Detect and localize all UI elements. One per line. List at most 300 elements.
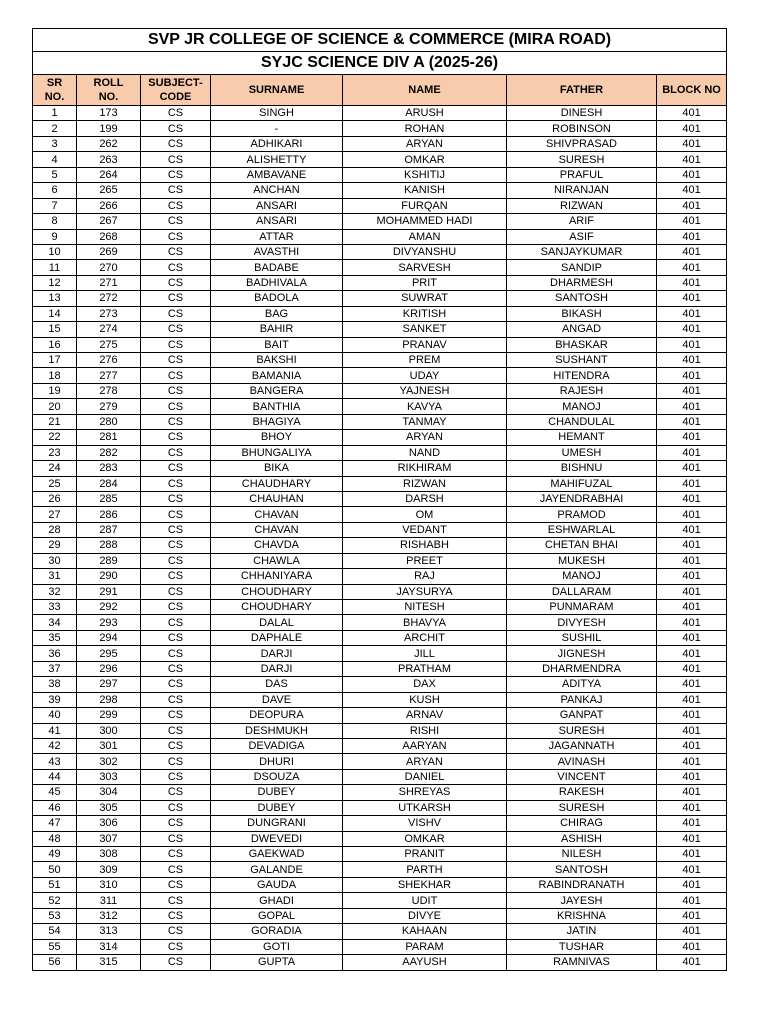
name-cell: YAJNESH xyxy=(343,383,507,398)
table-row xyxy=(33,692,727,707)
surname-cell: AMBAVANE xyxy=(211,167,343,182)
father-cell: ADITYA xyxy=(507,677,657,692)
surname-cell: BADHIVALA xyxy=(211,275,343,290)
roll-no-cell: 290 xyxy=(77,569,141,584)
roll-no-cell: 285 xyxy=(77,491,141,506)
roll-no-cell: 288 xyxy=(77,538,141,553)
subject-code-cell: CS xyxy=(141,754,211,769)
table-row xyxy=(33,198,727,213)
sr-no-cell: 5 xyxy=(33,167,77,182)
roll-no-cell: 281 xyxy=(77,430,141,445)
surname-cell: CHAWLA xyxy=(211,553,343,568)
father-cell: RABINDRANATH xyxy=(507,877,657,892)
subject-code-cell: CS xyxy=(141,785,211,800)
father-cell: CHIRAG xyxy=(507,816,657,831)
sr-no-cell: 15 xyxy=(33,322,77,337)
surname-cell: DAVE xyxy=(211,692,343,707)
subject-code-cell: CS xyxy=(141,260,211,275)
surname-cell: CHHANIYARA xyxy=(211,569,343,584)
name-cell: SARVESH xyxy=(343,260,507,275)
block-no-cell: 401 xyxy=(657,306,727,321)
father-cell: CHANDULAL xyxy=(507,414,657,429)
sr-no-cell: 3 xyxy=(33,136,77,151)
table-row xyxy=(33,244,727,259)
surname-cell: GORADIA xyxy=(211,924,343,939)
surname-cell: GOPAL xyxy=(211,908,343,923)
block-no-cell: 401 xyxy=(657,414,727,429)
roll-no-cell: 271 xyxy=(77,275,141,290)
name-cell: DARSH xyxy=(343,491,507,506)
roll-no-cell: 269 xyxy=(77,244,141,259)
surname-cell: ANCHAN xyxy=(211,183,343,198)
father-cell: GANPAT xyxy=(507,708,657,723)
subject-code-cell: CS xyxy=(141,445,211,460)
block-no-cell: 401 xyxy=(657,600,727,615)
table-row xyxy=(33,306,727,321)
name-cell: ARUSH xyxy=(343,106,507,121)
surname-cell: DARJI xyxy=(211,661,343,676)
block-no-cell: 401 xyxy=(657,754,727,769)
block-no-cell: 401 xyxy=(657,445,727,460)
surname-cell: BANTHIA xyxy=(211,399,343,414)
sr-no-cell: 17 xyxy=(33,353,77,368)
name-cell: AAYUSH xyxy=(343,955,507,970)
subject-code-cell: CS xyxy=(141,847,211,862)
block-no-cell: 401 xyxy=(657,893,727,908)
sr-no-cell: 39 xyxy=(33,692,77,707)
surname-cell: GUPTA xyxy=(211,955,343,970)
subject-code-cell: CS xyxy=(141,862,211,877)
name-cell: SUWRAT xyxy=(343,291,507,306)
sr-no-cell: 33 xyxy=(33,600,77,615)
block-no-cell: 401 xyxy=(657,908,727,923)
table-row xyxy=(33,167,727,182)
block-no-cell: 401 xyxy=(657,692,727,707)
surname-cell: GHADI xyxy=(211,893,343,908)
block-no-cell: 401 xyxy=(657,121,727,136)
roll-no-cell: 275 xyxy=(77,337,141,352)
surname-cell: DSOUZA xyxy=(211,769,343,784)
sr-no-cell: 28 xyxy=(33,522,77,537)
table-row xyxy=(33,877,727,892)
surname-cell: GAUDA xyxy=(211,877,343,892)
subject-code-cell: CS xyxy=(141,507,211,522)
sr-no-cell: 6 xyxy=(33,183,77,198)
surname-cell: ANSARI xyxy=(211,198,343,213)
father-cell: RAKESH xyxy=(507,785,657,800)
block-no-cell: 401 xyxy=(657,924,727,939)
table-row xyxy=(33,337,727,352)
surname-cell: DALAL xyxy=(211,615,343,630)
roll-no-cell: 296 xyxy=(77,661,141,676)
subject-code-cell: CS xyxy=(141,368,211,383)
sr-no-cell: 8 xyxy=(33,214,77,229)
name-cell: OM xyxy=(343,507,507,522)
name-cell: RISHI xyxy=(343,723,507,738)
surname-cell: DWEVEDI xyxy=(211,831,343,846)
name-cell: OMKAR xyxy=(343,831,507,846)
sr-no-cell: 13 xyxy=(33,291,77,306)
roll-no-cell: 265 xyxy=(77,183,141,198)
block-no-cell: 401 xyxy=(657,291,727,306)
block-no-cell: 401 xyxy=(657,214,727,229)
subject-code-cell: CS xyxy=(141,306,211,321)
subject-code-cell: CS xyxy=(141,383,211,398)
father-cell: DIVYESH xyxy=(507,615,657,630)
roll-no-cell: 273 xyxy=(77,306,141,321)
surname-cell: DESHMUKH xyxy=(211,723,343,738)
sr-no-cell: 54 xyxy=(33,924,77,939)
header-sr-no: SR NO. xyxy=(33,75,77,106)
roll-no-cell: 300 xyxy=(77,723,141,738)
subject-code-cell: CS xyxy=(141,708,211,723)
father-cell: BHASKAR xyxy=(507,337,657,352)
header-father: FATHER xyxy=(507,75,657,106)
subject-code-cell: CS xyxy=(141,414,211,429)
name-cell: JILL xyxy=(343,646,507,661)
father-cell: NIRANJAN xyxy=(507,183,657,198)
block-no-cell: 401 xyxy=(657,353,727,368)
sr-no-cell: 55 xyxy=(33,939,77,954)
roll-no-cell: 313 xyxy=(77,924,141,939)
roll-no-cell: 303 xyxy=(77,769,141,784)
sr-no-cell: 46 xyxy=(33,800,77,815)
subject-code-cell: CS xyxy=(141,136,211,151)
name-cell: PARTH xyxy=(343,862,507,877)
roll-no-cell: 286 xyxy=(77,507,141,522)
roll-no-cell: 173 xyxy=(77,106,141,121)
table-row xyxy=(33,430,727,445)
surname-cell: BAKSHI xyxy=(211,353,343,368)
surname-cell: GAEKWAD xyxy=(211,847,343,862)
surname-cell: CHAVAN xyxy=(211,507,343,522)
block-no-cell: 401 xyxy=(657,136,727,151)
block-no-cell: 401 xyxy=(657,430,727,445)
name-cell: UDAY xyxy=(343,368,507,383)
father-cell: ESHWARLAL xyxy=(507,522,657,537)
table-row xyxy=(33,353,727,368)
block-no-cell: 401 xyxy=(657,569,727,584)
sr-no-cell: 26 xyxy=(33,491,77,506)
subject-code-cell: CS xyxy=(141,491,211,506)
name-cell: ARNAV xyxy=(343,708,507,723)
subject-code-cell: CS xyxy=(141,553,211,568)
sr-no-cell: 9 xyxy=(33,229,77,244)
roll-no-cell: 310 xyxy=(77,877,141,892)
subject-code-cell: CS xyxy=(141,106,211,121)
father-cell: SHIVPRASAD xyxy=(507,136,657,151)
father-cell: HITENDRA xyxy=(507,368,657,383)
surname-cell: CHOUDHARY xyxy=(211,584,343,599)
sr-no-cell: 35 xyxy=(33,630,77,645)
surname-cell: BHAGIYA xyxy=(211,414,343,429)
subject-code-cell: CS xyxy=(141,291,211,306)
name-cell: ROHAN xyxy=(343,121,507,136)
surname-cell: ATTAR xyxy=(211,229,343,244)
block-no-cell: 401 xyxy=(657,260,727,275)
sr-no-cell: 2 xyxy=(33,121,77,136)
subject-code-cell: CS xyxy=(141,600,211,615)
surname-cell: BIKA xyxy=(211,461,343,476)
sr-no-cell: 4 xyxy=(33,152,77,167)
father-cell: JIGNESH xyxy=(507,646,657,661)
subject-code-cell: CS xyxy=(141,692,211,707)
roll-no-cell: 268 xyxy=(77,229,141,244)
subject-code-cell: CS xyxy=(141,584,211,599)
surname-cell: GOTI xyxy=(211,939,343,954)
block-no-cell: 401 xyxy=(657,167,727,182)
subject-code-cell: CS xyxy=(141,198,211,213)
table-row xyxy=(33,553,727,568)
surname-cell: CHAVDA xyxy=(211,538,343,553)
table-row xyxy=(33,445,727,460)
subject-code-cell: CS xyxy=(141,908,211,923)
father-cell: VINCENT xyxy=(507,769,657,784)
name-cell: RISHABH xyxy=(343,538,507,553)
sr-no-cell: 38 xyxy=(33,677,77,692)
subject-code-cell: CS xyxy=(141,816,211,831)
block-no-cell: 401 xyxy=(657,491,727,506)
sr-no-cell: 12 xyxy=(33,275,77,290)
table-row xyxy=(33,399,727,414)
surname-cell: CHAUDHARY xyxy=(211,476,343,491)
name-cell: SANKET xyxy=(343,322,507,337)
surname-cell: CHAVAN xyxy=(211,522,343,537)
sr-no-cell: 56 xyxy=(33,955,77,970)
block-no-cell: 401 xyxy=(657,383,727,398)
subject-code-cell: CS xyxy=(141,183,211,198)
sr-no-cell: 42 xyxy=(33,738,77,753)
table-row xyxy=(33,847,727,862)
surname-cell: GALANDE xyxy=(211,862,343,877)
header-roll-no: ROLL NO. xyxy=(77,75,141,106)
block-no-cell: 401 xyxy=(657,198,727,213)
table-row xyxy=(33,908,727,923)
surname-cell: BANGERA xyxy=(211,383,343,398)
name-cell: UTKARSH xyxy=(343,800,507,815)
father-cell: SUSHANT xyxy=(507,353,657,368)
father-cell: MANOJ xyxy=(507,569,657,584)
roll-no-cell: 291 xyxy=(77,584,141,599)
table-row xyxy=(33,491,727,506)
name-cell: AMAN xyxy=(343,229,507,244)
roll-no-cell: 264 xyxy=(77,167,141,182)
table-row xyxy=(33,291,727,306)
roll-no-cell: 308 xyxy=(77,847,141,862)
surname-cell: DEOPURA xyxy=(211,708,343,723)
father-cell: PRAFUL xyxy=(507,167,657,182)
subject-code-cell: CS xyxy=(141,800,211,815)
roll-no-cell: 299 xyxy=(77,708,141,723)
subject-code-cell: CS xyxy=(141,461,211,476)
father-cell: JAYENDRABHAI xyxy=(507,491,657,506)
block-no-cell: 401 xyxy=(657,661,727,676)
name-cell: ARCHIT xyxy=(343,630,507,645)
sr-no-cell: 23 xyxy=(33,445,77,460)
subject-code-cell: CS xyxy=(141,939,211,954)
name-cell: PREM xyxy=(343,353,507,368)
name-cell: BHAVYA xyxy=(343,615,507,630)
table-row xyxy=(33,368,727,383)
block-no-cell: 401 xyxy=(657,769,727,784)
sr-no-cell: 52 xyxy=(33,893,77,908)
father-cell: UMESH xyxy=(507,445,657,460)
block-no-cell: 401 xyxy=(657,785,727,800)
roll-no-cell: 298 xyxy=(77,692,141,707)
name-cell: PREET xyxy=(343,553,507,568)
block-no-cell: 401 xyxy=(657,461,727,476)
roll-no-cell: 295 xyxy=(77,646,141,661)
surname-cell: DUNGRANI xyxy=(211,816,343,831)
sr-no-cell: 25 xyxy=(33,476,77,491)
subject-code-cell: CS xyxy=(141,322,211,337)
roll-no-cell: 267 xyxy=(77,214,141,229)
table-row xyxy=(33,893,727,908)
block-no-cell: 401 xyxy=(657,538,727,553)
surname-cell: BAG xyxy=(211,306,343,321)
roll-no-cell: 280 xyxy=(77,414,141,429)
father-cell: JAYESH xyxy=(507,893,657,908)
roll-no-cell: 293 xyxy=(77,615,141,630)
surname-cell: SINGH xyxy=(211,106,343,121)
sr-no-cell: 1 xyxy=(33,106,77,121)
father-cell: SANTOSH xyxy=(507,291,657,306)
table-row xyxy=(33,136,727,151)
roll-no-cell: 315 xyxy=(77,955,141,970)
father-cell: KRISHNA xyxy=(507,908,657,923)
father-cell: SURESH xyxy=(507,800,657,815)
name-cell: KSHITIJ xyxy=(343,167,507,182)
sr-no-cell: 18 xyxy=(33,368,77,383)
name-cell: PRANAV xyxy=(343,337,507,352)
sr-no-cell: 27 xyxy=(33,507,77,522)
subject-code-cell: CS xyxy=(141,924,211,939)
name-cell: ARYAN xyxy=(343,136,507,151)
father-cell: SURESH xyxy=(507,152,657,167)
table-row xyxy=(33,862,727,877)
name-cell: DANIEL xyxy=(343,769,507,784)
sr-no-cell: 14 xyxy=(33,306,77,321)
block-no-cell: 401 xyxy=(657,152,727,167)
table-row xyxy=(33,939,727,954)
subject-code-cell: CS xyxy=(141,121,211,136)
name-cell: PRATHAM xyxy=(343,661,507,676)
surname-cell: CHAUHAN xyxy=(211,491,343,506)
table-row xyxy=(33,955,727,970)
roll-no-cell: 307 xyxy=(77,831,141,846)
block-no-cell: 401 xyxy=(657,877,727,892)
father-cell: DALLARAM xyxy=(507,584,657,599)
table-row xyxy=(33,708,727,723)
father-cell: PRAMOD xyxy=(507,507,657,522)
block-no-cell: 401 xyxy=(657,106,727,121)
father-cell: PUNMARAM xyxy=(507,600,657,615)
surname-cell: DAPHALE xyxy=(211,630,343,645)
table-row xyxy=(33,924,727,939)
father-cell: RAJESH xyxy=(507,383,657,398)
father-cell: DINESH xyxy=(507,106,657,121)
surname-cell: AVASTHI xyxy=(211,244,343,259)
roll-no-cell: 274 xyxy=(77,322,141,337)
roll-no-cell: 277 xyxy=(77,368,141,383)
table-row xyxy=(33,183,727,198)
father-cell: HEMANT xyxy=(507,430,657,445)
sr-no-cell: 40 xyxy=(33,708,77,723)
surname-cell: BADABE xyxy=(211,260,343,275)
table-row xyxy=(33,816,727,831)
father-cell: DHARMENDRA xyxy=(507,661,657,676)
table-row xyxy=(33,522,727,537)
table-row xyxy=(33,646,727,661)
block-no-cell: 401 xyxy=(657,646,727,661)
subject-code-cell: CS xyxy=(141,522,211,537)
table-row xyxy=(33,584,727,599)
block-no-cell: 401 xyxy=(657,615,727,630)
roll-no-cell: 262 xyxy=(77,136,141,151)
name-cell: TANMAY xyxy=(343,414,507,429)
college-title: SVP JR COLLEGE OF SCIENCE & COMMERCE (MIRA ROAD) xyxy=(33,29,727,52)
block-no-cell: 401 xyxy=(657,800,727,815)
subject-code-cell: CS xyxy=(141,893,211,908)
table-row xyxy=(33,383,727,398)
subject-code-cell: CS xyxy=(141,244,211,259)
sr-no-cell: 43 xyxy=(33,754,77,769)
header-name: NAME xyxy=(343,75,507,106)
subject-code-cell: CS xyxy=(141,630,211,645)
table-row xyxy=(33,476,727,491)
table-body xyxy=(33,106,727,971)
subject-code-cell: CS xyxy=(141,831,211,846)
block-no-cell: 401 xyxy=(657,738,727,753)
roll-no-cell: 292 xyxy=(77,600,141,615)
table-header-row xyxy=(33,75,727,106)
block-no-cell: 401 xyxy=(657,368,727,383)
table-row xyxy=(33,507,727,522)
sr-no-cell: 19 xyxy=(33,383,77,398)
surname-cell: BAHIR xyxy=(211,322,343,337)
name-cell: RIZWAN xyxy=(343,476,507,491)
sr-no-cell: 10 xyxy=(33,244,77,259)
name-cell: PRIT xyxy=(343,275,507,290)
name-cell: PRANIT xyxy=(343,847,507,862)
father-cell: ROBINSON xyxy=(507,121,657,136)
surname-cell: BAIT xyxy=(211,337,343,352)
table-row xyxy=(33,121,727,136)
surname-cell: DEVADIGA xyxy=(211,738,343,753)
sr-no-cell: 20 xyxy=(33,399,77,414)
surname-cell: - xyxy=(211,121,343,136)
sr-no-cell: 37 xyxy=(33,661,77,676)
surname-cell: ALISHETTY xyxy=(211,152,343,167)
subject-code-cell: CS xyxy=(141,229,211,244)
subject-code-cell: CS xyxy=(141,955,211,970)
roll-no-cell: 304 xyxy=(77,785,141,800)
sr-no-cell: 11 xyxy=(33,260,77,275)
sr-no-cell: 34 xyxy=(33,615,77,630)
name-cell: JAYSURYA xyxy=(343,584,507,599)
sr-no-cell: 29 xyxy=(33,538,77,553)
table-row xyxy=(33,214,727,229)
roll-no-cell: 263 xyxy=(77,152,141,167)
name-cell: SHEKHAR xyxy=(343,877,507,892)
block-no-cell: 401 xyxy=(657,229,727,244)
subject-code-cell: CS xyxy=(141,214,211,229)
sr-no-cell: 51 xyxy=(33,877,77,892)
subject-code-cell: CS xyxy=(141,538,211,553)
subject-code-cell: CS xyxy=(141,476,211,491)
sr-no-cell: 41 xyxy=(33,723,77,738)
name-cell: PARAM xyxy=(343,939,507,954)
